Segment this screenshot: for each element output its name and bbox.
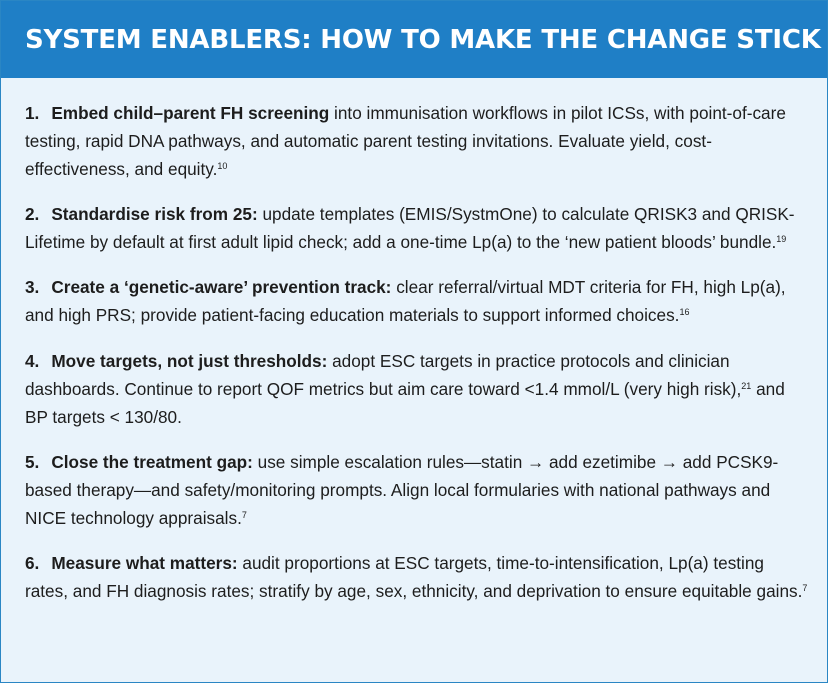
enablers-list xyxy=(25,99,809,615)
item-text: update templates (EMIS/SystmOne) to calculate QRISK3 and QRISK-Lifetime by default at first adult lipid check; add a one-time Lp(a) to the ‘new patient bloods’ bundle. xyxy=(25,204,795,253)
item-text: audit proportions at ESC targets, time-to-intensification, Lp(a) testing rates, and FH diagnosis rates; stratify by age, sex, ethnicity, and deprivation to ensure equitable gains. xyxy=(25,552,803,601)
list-item xyxy=(25,99,809,183)
item-reference: 7 xyxy=(802,582,808,593)
item-reference: 21 xyxy=(741,380,752,391)
item-number: 2. xyxy=(25,204,40,225)
item-reference: 10 xyxy=(217,161,228,171)
item-text: adopt ESC targets in practice protocols and clinician dashboards. Continue to report QOF metrics but aim care toward <1.4 mmol/L (very high risk), xyxy=(25,350,742,399)
item-number: 1. xyxy=(25,103,40,123)
item-text: use simple escalation rules—statin → add ezetimibe → add PCSK9-based therapy—and safety/monitoring prompts. Align local formularies with national pathways and NICE technology appraisals. xyxy=(25,451,779,528)
item-reference: 7 xyxy=(241,509,247,520)
item-text: into immunisation workflows in pilot ICSs, with point-of-care testing, rapid DNA pathways, and automatic parent testing invitations. Evaluate yield, cost-effectiveness, and equity. xyxy=(25,103,786,179)
box-title: SYSTEM ENABLERS: HOW TO MAKE THE CHANGE STICK xyxy=(25,24,821,55)
list-item xyxy=(25,448,809,532)
item-text-continued: and BP targets < 130/80. xyxy=(25,378,785,427)
list-item xyxy=(25,200,809,256)
item-reference: 19 xyxy=(776,234,787,245)
box-header xyxy=(1,1,827,78)
item-lead: Move targets, not just thresholds: xyxy=(51,350,328,371)
item-number: 3. xyxy=(25,277,40,298)
item-lead: Close the treatment gap: xyxy=(51,451,253,472)
item-number: 4. xyxy=(25,350,40,371)
item-text: clear referral/virtual MDT criteria for FH, high Lp(a), and high PRS; provide patient-facing education materials to support informed choices. xyxy=(25,277,786,326)
item-lead: Measure what matters: xyxy=(51,552,238,573)
item-number: 5. xyxy=(25,451,40,472)
list-item xyxy=(25,347,809,431)
item-reference: 16 xyxy=(679,307,690,318)
item-lead: Create a ‘genetic-aware’ prevention track: xyxy=(51,277,392,298)
list-item xyxy=(25,549,809,605)
item-lead: Embed child–parent FH screening xyxy=(51,103,330,123)
item-number: 6. xyxy=(25,552,40,573)
list-item xyxy=(25,273,809,329)
item-lead: Standardise risk from 25: xyxy=(51,204,258,225)
